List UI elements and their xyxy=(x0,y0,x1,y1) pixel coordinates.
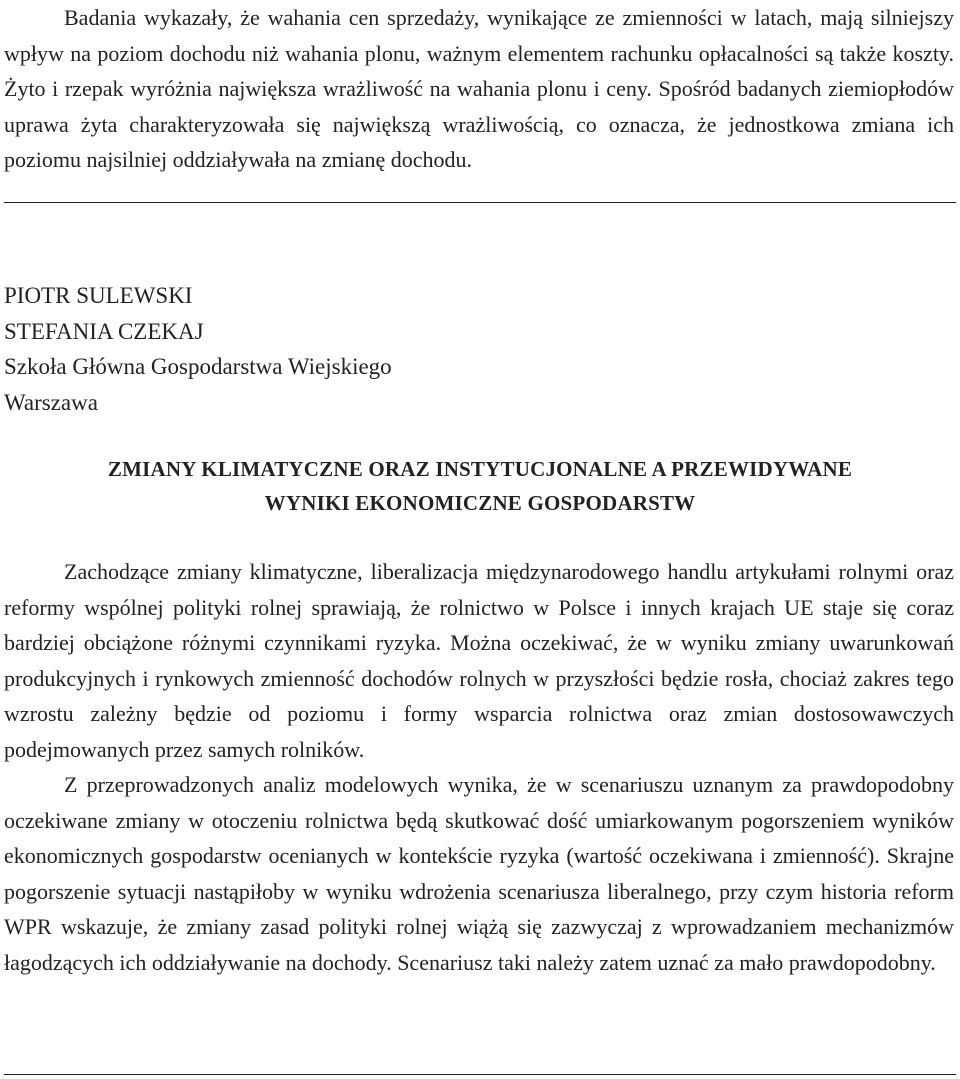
author-name: STEFANIA CZEKAJ xyxy=(4,318,204,344)
author-name: PIOTR SULEWSKI xyxy=(4,283,193,308)
author-block xyxy=(4,278,904,420)
article-title-line: WYNIKI EKONOMICZNE GOSPODARSTW xyxy=(264,491,696,515)
previous-article-paragraph: Badania wykazały, że wahania cen sprzedaży, wynikające ze zmienności w latach, mają silniejszy wpływ na poziom dochodu niż wahania plonu, ważnym elementem rachunku opłacalności są także koszty. Żyto i rzepak wyróżnia największa wrażliwość na wahania plonu i ceny. Spośród badanych ziemiopłodów uprawa żyta charakteryzowała się największą wrażliwością, co oznacza, że jednostkowa zmiana ich poziomu najsilniej oddziaływała na zmianę dochodu. xyxy=(4,5,954,172)
article-title xyxy=(4,452,956,520)
article-title-line: ZMIANY KLIMATYCZNE ORAZ INSTYTUCJONALNE A PRZEWIDYWANE xyxy=(107,457,853,481)
abstract-paragraph: Z przeprowadzonych analiz modelowych wynika, że w scenariuszu uznanym za prawdopodobny oczekiwane zmiany w otoczeniu rolnictwa będą skutkować dość umiarkowanym pogorszeniem wyników ekonomicznych gospodarstw ocenianych w kontekście ryzyka (wartość oczekiwana i zmienność). Skrajne pogorszenie sytuacji nastąpiłoby w wyniku wdrożenia scenariusza liberalnego, przy czym historia reform WPR wskazuje, że zmiany zasad polityki rolnej wiążą się zazwyczaj z wprowadzaniem mechanizmów łagodzących ich oddziaływanie na dochody. Scenariusz taki należy zatem uznać za mało prawdopodobny. xyxy=(4,772,954,975)
abstract-paragraph: Zachodzące zmiany klimatyczne, liberalizacja międzynarodowego handlu artykułami rolnymi oraz reformy wspólnej polityki rolnej sprawiają, że rolnictwo w Polsce i innych krajach UE staje się coraz bardziej obciążone różnymi czynnikami ryzyka. Można oczekiwać, że w wyniku zmiany uwarunkowań produkcyjnych i rynkowych zmienność dochodów rolnych w przyszłości będzie rosła, chociaż zakres tego wzrostu zależny będzie od poziomu i formy wsparcia rolnictwa oraz zmian dostosowawczych podejmowanych przez samych rolników. xyxy=(4,559,954,762)
previous-article-summary xyxy=(4,0,954,178)
affiliation: Szkoła Główna Gospodarstwa Wiejskiego xyxy=(4,354,392,379)
section-divider-top xyxy=(4,202,956,203)
section-divider-bottom xyxy=(4,1074,956,1075)
city: Warszawa xyxy=(4,389,98,415)
article-abstract xyxy=(4,554,954,980)
